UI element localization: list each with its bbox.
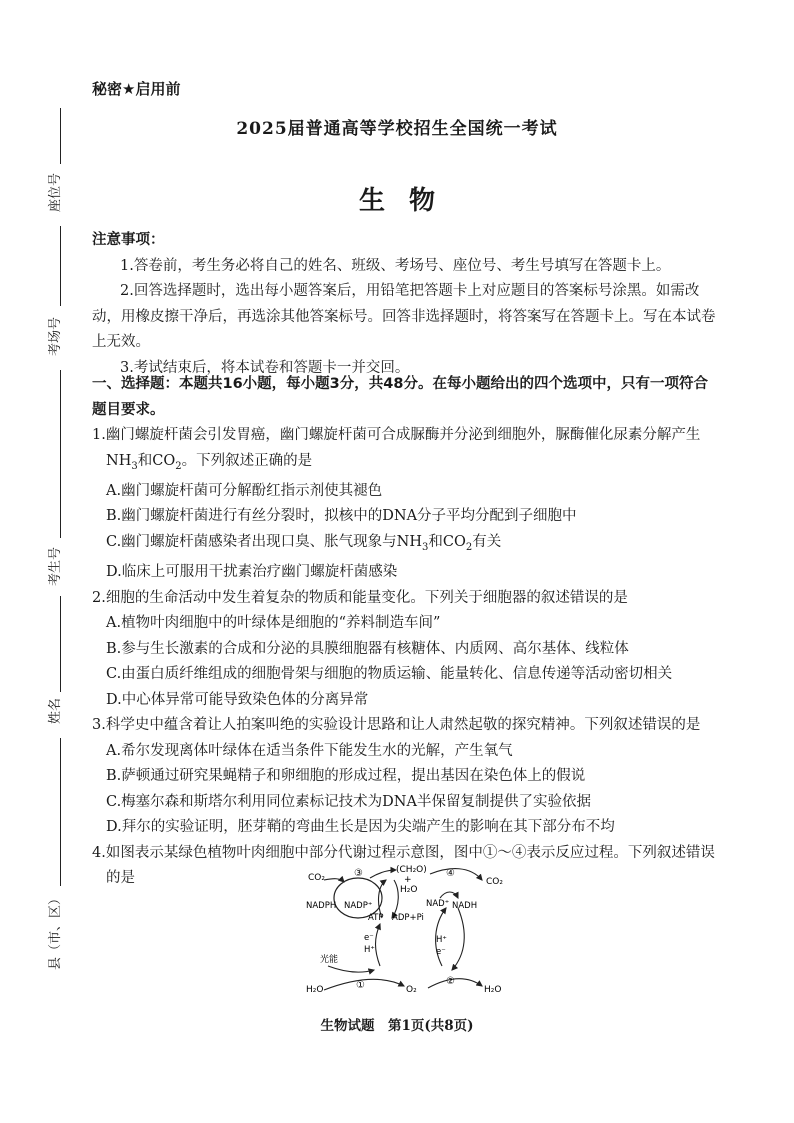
label-nadp: NADP⁺ — [344, 901, 373, 911]
margin-line-name — [60, 596, 61, 692]
label-e-right: e⁻ — [436, 947, 446, 957]
label-nadh: NADH — [452, 901, 478, 911]
question-1-stem: 1.幽门螺旋杆菌会引发胃癌，幽门螺旋杆菌可合成脲酶并分泌到细胞外，脲酶催化尿素分解产生$NH_3$和$CO_2$。下列叙述正确的是 — [92, 427, 701, 472]
label-h2o-mid: H₂O — [400, 885, 418, 895]
notes-title: 注意事项： — [92, 232, 165, 248]
note-item: 1.答卷前，考生务必将自己的姓名、班级、考场号、座位号、考生号填写在答题卡上。 — [120, 257, 671, 274]
calvin-cycle-circle — [334, 878, 382, 918]
question-2-option-b: B.参与生长激素的合成和分泌的具膜细胞器有核糖体、内质网、高尔基体、线粒体 — [106, 640, 629, 657]
exam-title: 2025届普通高等学校招生全国统一考试 — [236, 119, 558, 139]
margin-line-room — [60, 226, 61, 306]
margin-line-county — [60, 738, 61, 886]
arrow-electron-left — [376, 924, 381, 966]
arrow-light — [328, 966, 374, 972]
label-h2o-right: H₂O — [484, 985, 502, 995]
margin-label-examinee: 考生号 — [48, 546, 63, 586]
label-step4: ④ — [446, 868, 455, 879]
margin-label-room: 考场号 — [48, 316, 63, 356]
question-1-option-a: A.幽门螺旋杆菌可分解酚红指示剂使其褪色 — [106, 482, 383, 499]
label-step2: ② — [446, 976, 455, 987]
margin-label-name: 姓名 — [48, 697, 63, 724]
label-h2o-left: H₂O — [306, 985, 324, 995]
arrow-nad-loop — [440, 892, 458, 898]
question-3-option-c: C.梅塞尔森和斯塔尔利用同位素标记技术为DNA半保留复制提供了实验依据 — [106, 793, 591, 810]
margin-label-seat: 座位号 — [48, 172, 63, 212]
questions-block — [92, 372, 720, 892]
label-atp: ATP — [368, 913, 384, 923]
arrow-co2-in — [324, 879, 344, 882]
question-2-option-a: A.植物叶肉细胞中的叶绿体是细胞的“养料制造车间” — [106, 615, 441, 632]
question-4-stem: 4.如图表示某绿色植物叶肉细胞中部分代谢过程示意图，图中①～④表示反应过程。下列叙述错误的是 — [92, 844, 715, 887]
secret-label: 秘密★启用前 — [92, 80, 181, 98]
margin-line-examinee — [60, 370, 61, 538]
question-1-option-b: B.幽门螺旋杆菌进行有丝分裂时，拟核中的DNA分子平均分配到子细胞中 — [106, 508, 577, 525]
arrow-to-ch2o — [370, 870, 396, 878]
page-footer: 生物试题 第1页(共8页) — [320, 1018, 474, 1034]
question-2-option-d: D.中心体异常可能导致染色体的分离异常 — [106, 691, 369, 708]
question-3-option-d: D.拜尔的实验证明，胚芽鞘的弯曲生长是因为尖端产生的影响在其下部分布不均 — [106, 819, 615, 836]
label-o2: O₂ — [406, 985, 417, 995]
note-item: 2.回答选择题时，选出每小题答案后，用铅笔把答题卡上对应题目的答案标号涂黑。如需改动，用橡皮擦干净后，再选涂其他答案标号。回答非选择题时，将答案写在答题卡上。写在本试卷上无效。 — [92, 283, 716, 350]
label-nad: NAD⁺ — [426, 899, 450, 909]
label-nadph: NADPH — [306, 901, 337, 911]
subject-title: 生物 — [358, 186, 459, 216]
question-1-option-d: D.临床上可服用干扰素治疗幽门螺旋杆菌感染 — [106, 564, 398, 581]
note-item: 3.考试结束后，将本试卷和答题卡一并交回。 — [120, 359, 410, 376]
label-h-left: H⁺ — [364, 945, 375, 955]
question-3-stem: 3.科学史中蕴含着让人拍案叫绝的实验设计思路和让人肃然起敬的探究精神。下列叙述错误的是 — [92, 717, 701, 734]
label-e-left: e⁻ — [364, 933, 374, 943]
label-light: 光能 — [320, 955, 339, 965]
question-2-option-c: C.由蛋白质纤维组成的细胞骨架与细胞的物质运输、能量转化、信息传递等活动密切相关 — [106, 666, 673, 683]
label-ch2o: (CH₂O) — [396, 865, 427, 875]
metabolism-diagram — [300, 862, 530, 1002]
label-step1: ① — [356, 980, 365, 991]
question-1-option-c: C.幽门螺旋杆菌感染者出现口臭、胀气现象与$NH_3$和$CO_2$有关 — [106, 533, 502, 553]
arrow-electron-right — [452, 908, 464, 970]
question-3-option-a: A.希尔发现离体叶绿体在适当条件下能发生水的光解，产生氧气 — [106, 742, 513, 759]
label-plus: + — [404, 875, 412, 885]
arrow-ch2o-to-co2 — [430, 869, 482, 880]
label-step3: ③ — [354, 868, 363, 879]
label-h-right: H⁺ — [436, 935, 447, 945]
label-adp-pi: ADP+Pi — [392, 913, 424, 923]
label-co2-left: CO₂ — [308, 873, 325, 883]
section-heading: 一、选择题：本题共16小题，每小题3分，共48分。在每小题给出的四个选项中，只有一项符合题目要求。 — [92, 376, 708, 418]
arrow-o2-to-h2o — [428, 979, 482, 988]
margin-label-county: 县（市、区） — [48, 891, 63, 970]
label-co2-right: CO₂ — [486, 877, 503, 887]
question-2-stem: 2.细胞的生命活动中发生着复杂的物质和能量变化。下列关于细胞器的叙述错误的是 — [92, 589, 628, 606]
question-3-option-b: B.萨顿通过研究果蝇精子和卵细胞的形成过程，提出基因在染色体上的假说 — [106, 768, 586, 785]
notes-block — [92, 228, 720, 381]
